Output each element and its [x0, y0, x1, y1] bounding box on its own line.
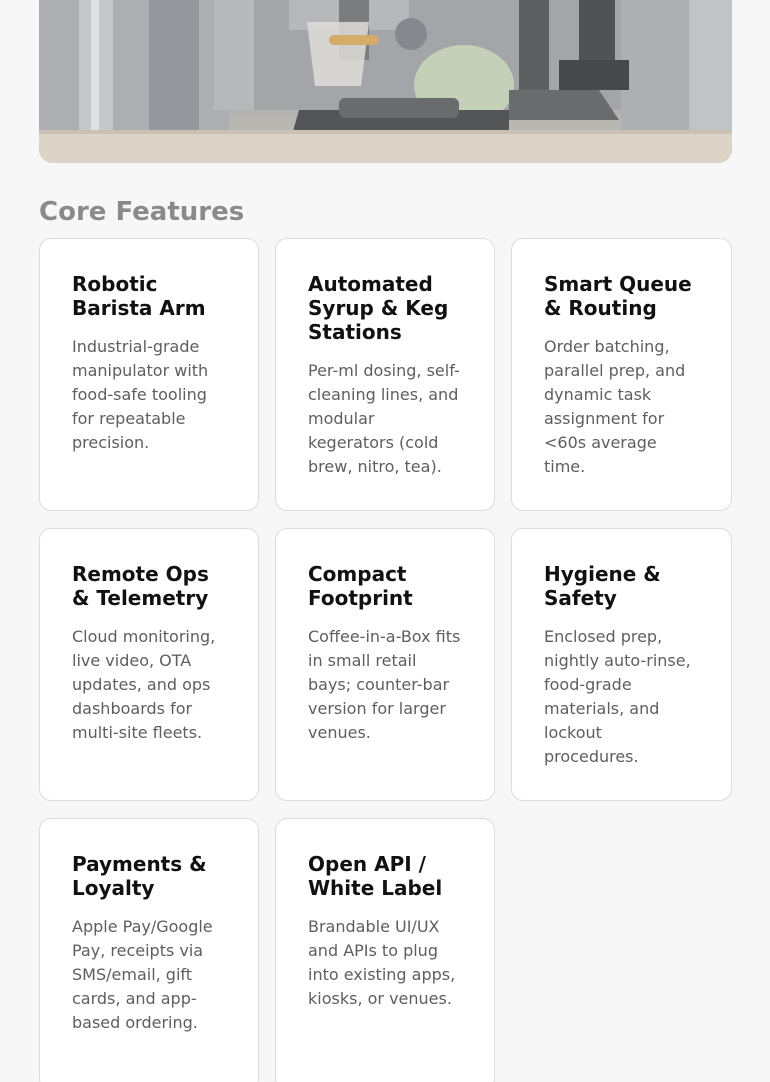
feature-title: Automated Syrup & Keg Stations — [308, 272, 449, 344]
feature-title: Remote Ops & Telemetry — [72, 562, 209, 610]
feature-title: Payments & Loyalty — [72, 852, 207, 900]
feature-description: Cloud monitoring, live video, OTA updates, and ops dashboards for multi-site fleets. — [72, 627, 216, 742]
feature-card-payments-loyalty — [39, 818, 259, 1082]
feature-card-smart-queue — [511, 238, 732, 511]
feature-card-syrup-keg-stations — [275, 238, 495, 511]
feature-description: Industrial-grade manipulator with food-safe tooling for repeatable precision. — [72, 337, 209, 452]
feature-description: Brandable UI/UX and APIs to plug into existing apps, kiosks, or venues. — [308, 917, 456, 1008]
feature-description: Per-ml dosing, self-cleaning lines, and modular kegerators (cold brew, nitro, tea). — [308, 361, 460, 476]
feature-card-robotic-barista-arm — [39, 238, 259, 511]
feature-card-remote-ops — [39, 528, 259, 801]
feature-title: Robotic Barista Arm — [72, 272, 206, 320]
feature-title: Open API / White Label — [308, 852, 443, 900]
feature-title: Hygiene & Safety — [544, 562, 661, 610]
hero-image — [39, 0, 732, 163]
features-grid — [39, 238, 732, 1082]
feature-description: Coffee-in-a-Box fits in small retail bays; counter-bar version for larger venues. — [308, 627, 461, 742]
feature-title: Smart Queue & Routing — [544, 272, 692, 320]
hero-overlay — [39, 0, 732, 163]
feature-title: Compact Footprint — [308, 562, 413, 610]
feature-description: Enclosed prep, nightly auto-rinse, food-grade materials, and lockout procedures. — [544, 627, 691, 766]
section-title: Core Features — [39, 197, 245, 224]
feature-description: Order batching, parallel prep, and dynamic task assignment for <60s average time. — [544, 337, 686, 476]
feature-description: Apple Pay/Google Pay, receipts via SMS/email, gift cards, and app-based ordering. — [72, 917, 213, 1032]
feature-card-hygiene-safety — [511, 528, 732, 801]
feature-card-open-api — [275, 818, 495, 1082]
feature-card-compact-footprint — [275, 528, 495, 801]
